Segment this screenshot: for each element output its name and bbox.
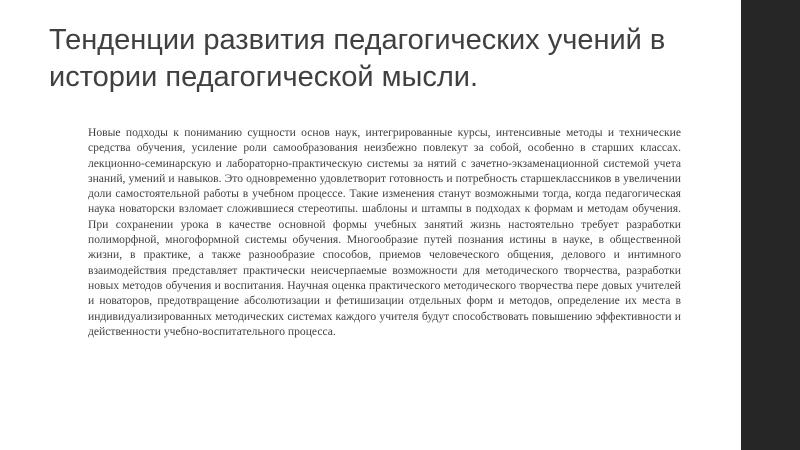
slide-title: Тенденции развития педагогических учений в истории педагогической мысли. — [49, 24, 666, 93]
slide-body-text: Новые подходы к пониманию сущности основ наук, интегрированные курсы, интенсивные методы и технические средства обучения, усиление роли самообразования неизбежно повлекут за собой, особенно в старших классах. лекционно-семинарскую и лабораторно-практическую системы за нятий с зачетно-экзаменационной системой учета знаний, умений и навыков. Это одновременно удовлетворит готовность и потребность старшеклассников в увеличении доли самостоятельной работы в учебном процессе. Такие изменения станут возможными тогда, когда педагогическая наука новаторски взломает сложившиеся стереотипы. шаблоны и штампы в подходах к формам и методам обучения. При сохранении урока в качестве основной формы учебных занятий жизнь настоятельно требует разработки полиморфной, многоформной системы обучения. Многообразие путей познания истины в науке, в общественной жизни, в практике, а также разнообразие способов, приемов человеческого общения, делового и интимного взаимодействия представляет практически неисчерпаемые возможности для методического творчества, разработки новых методов обучения и воспитания. Научная оценка практического методического творчества пере довых учителей и новаторов, предотвращение абсолютизации и фетишизации отдельных форм и методов, определение их места в индивидуализированных методических системах каждого учителя будут способствовать повышению эффективности и действенности учебно-воспитательного процесса. — [88, 126, 681, 338]
side-decorative-bar — [741, 0, 800, 450]
